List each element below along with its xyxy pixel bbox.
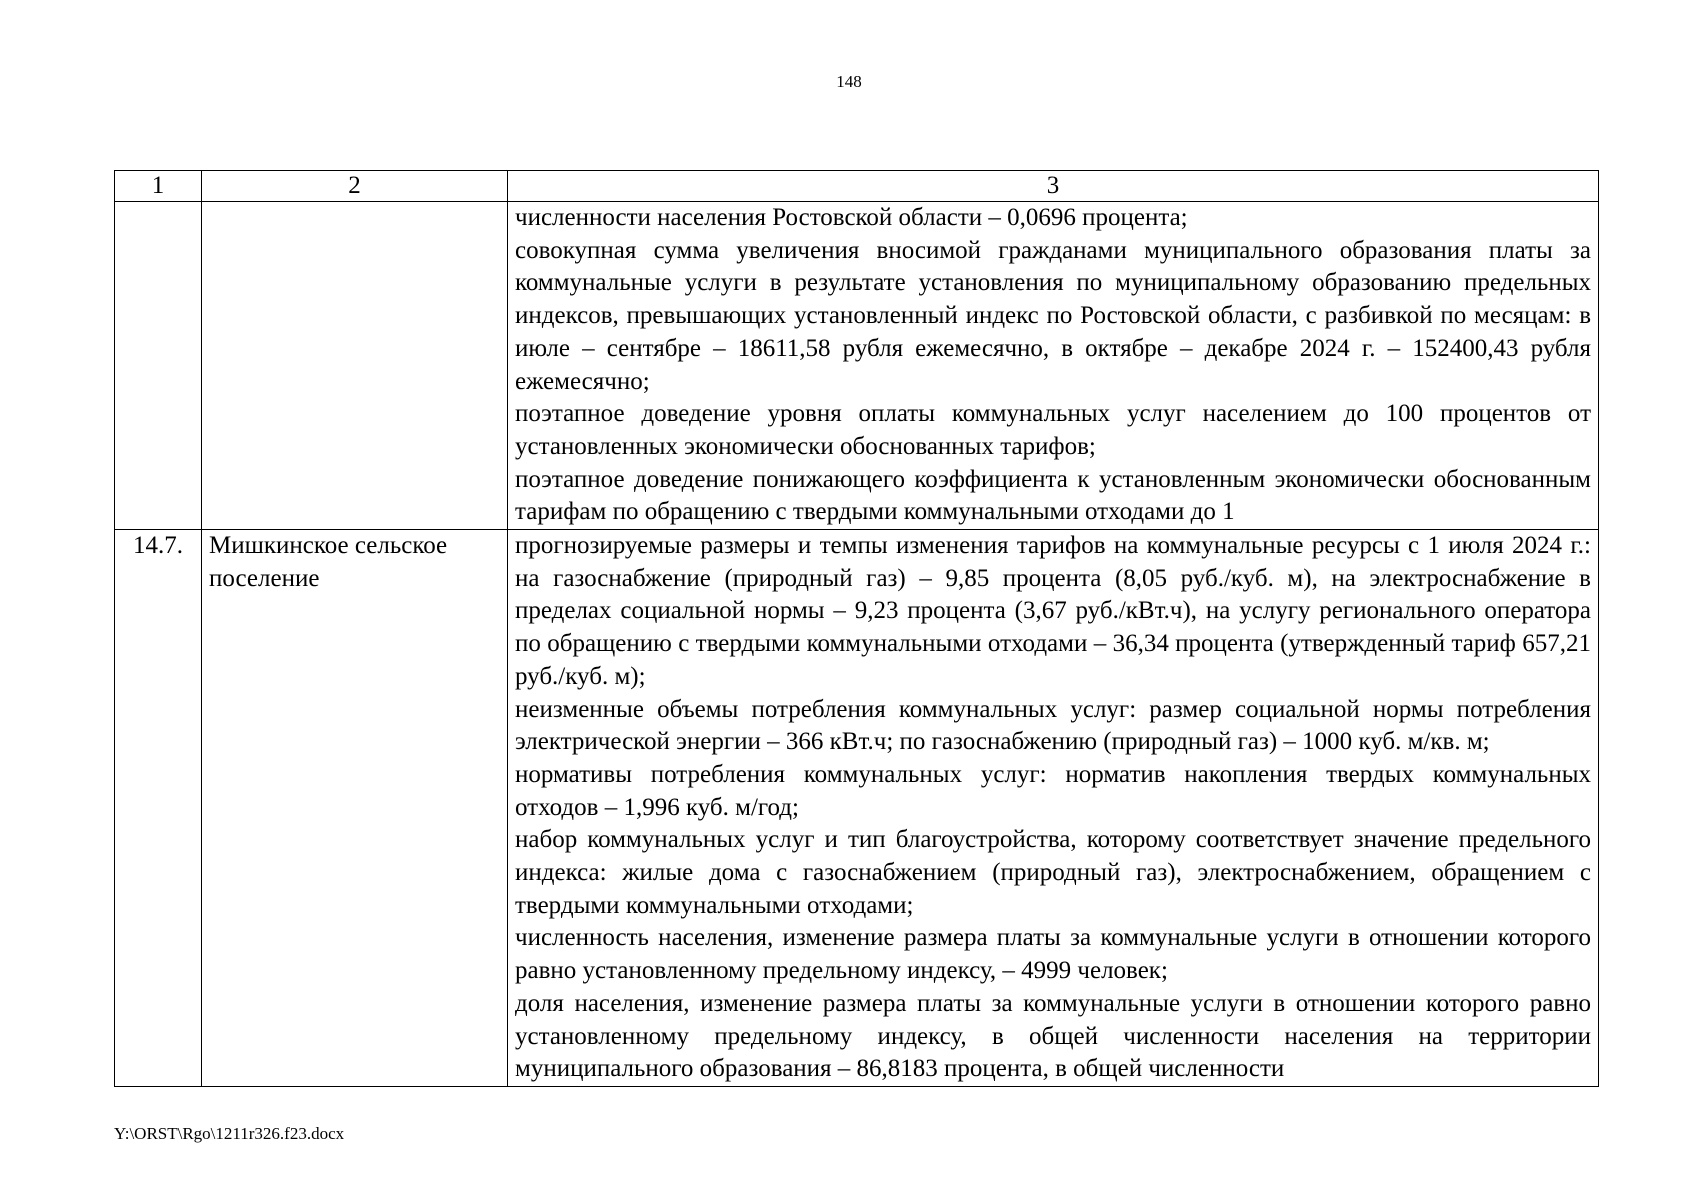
description-paragraph: неизменные объемы потребления коммунальных услуг: размер социальной нормы потребления электрической энергии – 366 кВт.ч; по газоснабжению (природный газ) – 1000 куб. м/кв. м;: [515, 695, 1591, 756]
description-paragraph: совокупная сумма увеличения вносимой гражданами муниципального образования платы за коммунальные услуги в результате установления по муниципальному образованию предельных индексов, превышающих установленный индекс по Ростовской области, с разбивкой по месяцам: в июле – сентябре – 18611,58 рубля ежемесячно, в октябре – декабре 2024 г. – 152400,43 рубля ежемесячно;: [515, 236, 1591, 395]
description-paragraph: доля населения, изменение размера платы за коммунальные услуги в отношении которого равно установленному предельному индексу, в общей численности населения на территории муниципального образования – 86,8183 процента, в общей численности: [515, 989, 1591, 1083]
description-paragraph: прогнозируемые размеры и темпы изменения тарифов на коммунальные ресурсы с 1 июля 2024 г.: на газоснабжение (природный газ) – 9,85 процента (8,05 руб./куб. м), на электроснабжение в пределах социальной нормы – 9,23 процента (3,67 руб./кВт.ч), на услугу регионального оператора по обращению с твердыми коммунальными отходами – 36,34 процента (утвержденный тариф 657,21 руб./куб. м);: [515, 532, 1591, 690]
column-header-3: 3: [508, 171, 1599, 202]
document-table: [114, 170, 1599, 1087]
column-header-1: 1: [115, 171, 202, 202]
table-header-row: [115, 171, 1599, 202]
row-number-cell: [115, 202, 202, 530]
column-header-2: 2: [202, 171, 508, 202]
description-paragraph: численность населения, изменение размера платы за коммунальные услуги в отношении которого равно установленному предельному индексу, – 4999 человек;: [515, 924, 1591, 985]
description-cell: [508, 202, 1599, 530]
description-cell: [508, 530, 1599, 1087]
settlement-name-cell: Мишкинское сельское поселение: [202, 530, 508, 1087]
description-paragraph: нормативы потребления коммунальных услуг: норматив накопления твердых коммунальных отходов – 1,996 куб. м/год;: [515, 760, 1591, 821]
description-paragraph: поэтапное доведение понижающего коэффициента к установленным экономически обоснованным тарифам по обращению с твердыми коммунальными отходами до 1: [515, 465, 1591, 526]
table-row: [115, 202, 1599, 530]
table-row: [115, 530, 1599, 1087]
row-number-cell: 14.7.: [115, 530, 202, 1087]
page-number: 148: [836, 72, 862, 91]
description-paragraph: численности населения Ростовской области – 0,0696 процента;: [515, 204, 1188, 231]
file-path-footer: Y:\ORST\Rgo\1211r326.f23.docx: [114, 1124, 345, 1143]
description-paragraph: поэтапное доведение уровня оплаты коммунальных услуг населением до 100 процентов от установленных экономически обоснованных тарифов;: [515, 400, 1591, 460]
settlement-name-cell: [202, 202, 508, 530]
description-paragraph: набор коммунальных услуг и тип благоустройства, которому соответствует значение предельного индекса: жилые дома с газоснабжением (природный газ), электроснабжением, обращением с твердыми коммунальными отходами;: [515, 826, 1591, 919]
